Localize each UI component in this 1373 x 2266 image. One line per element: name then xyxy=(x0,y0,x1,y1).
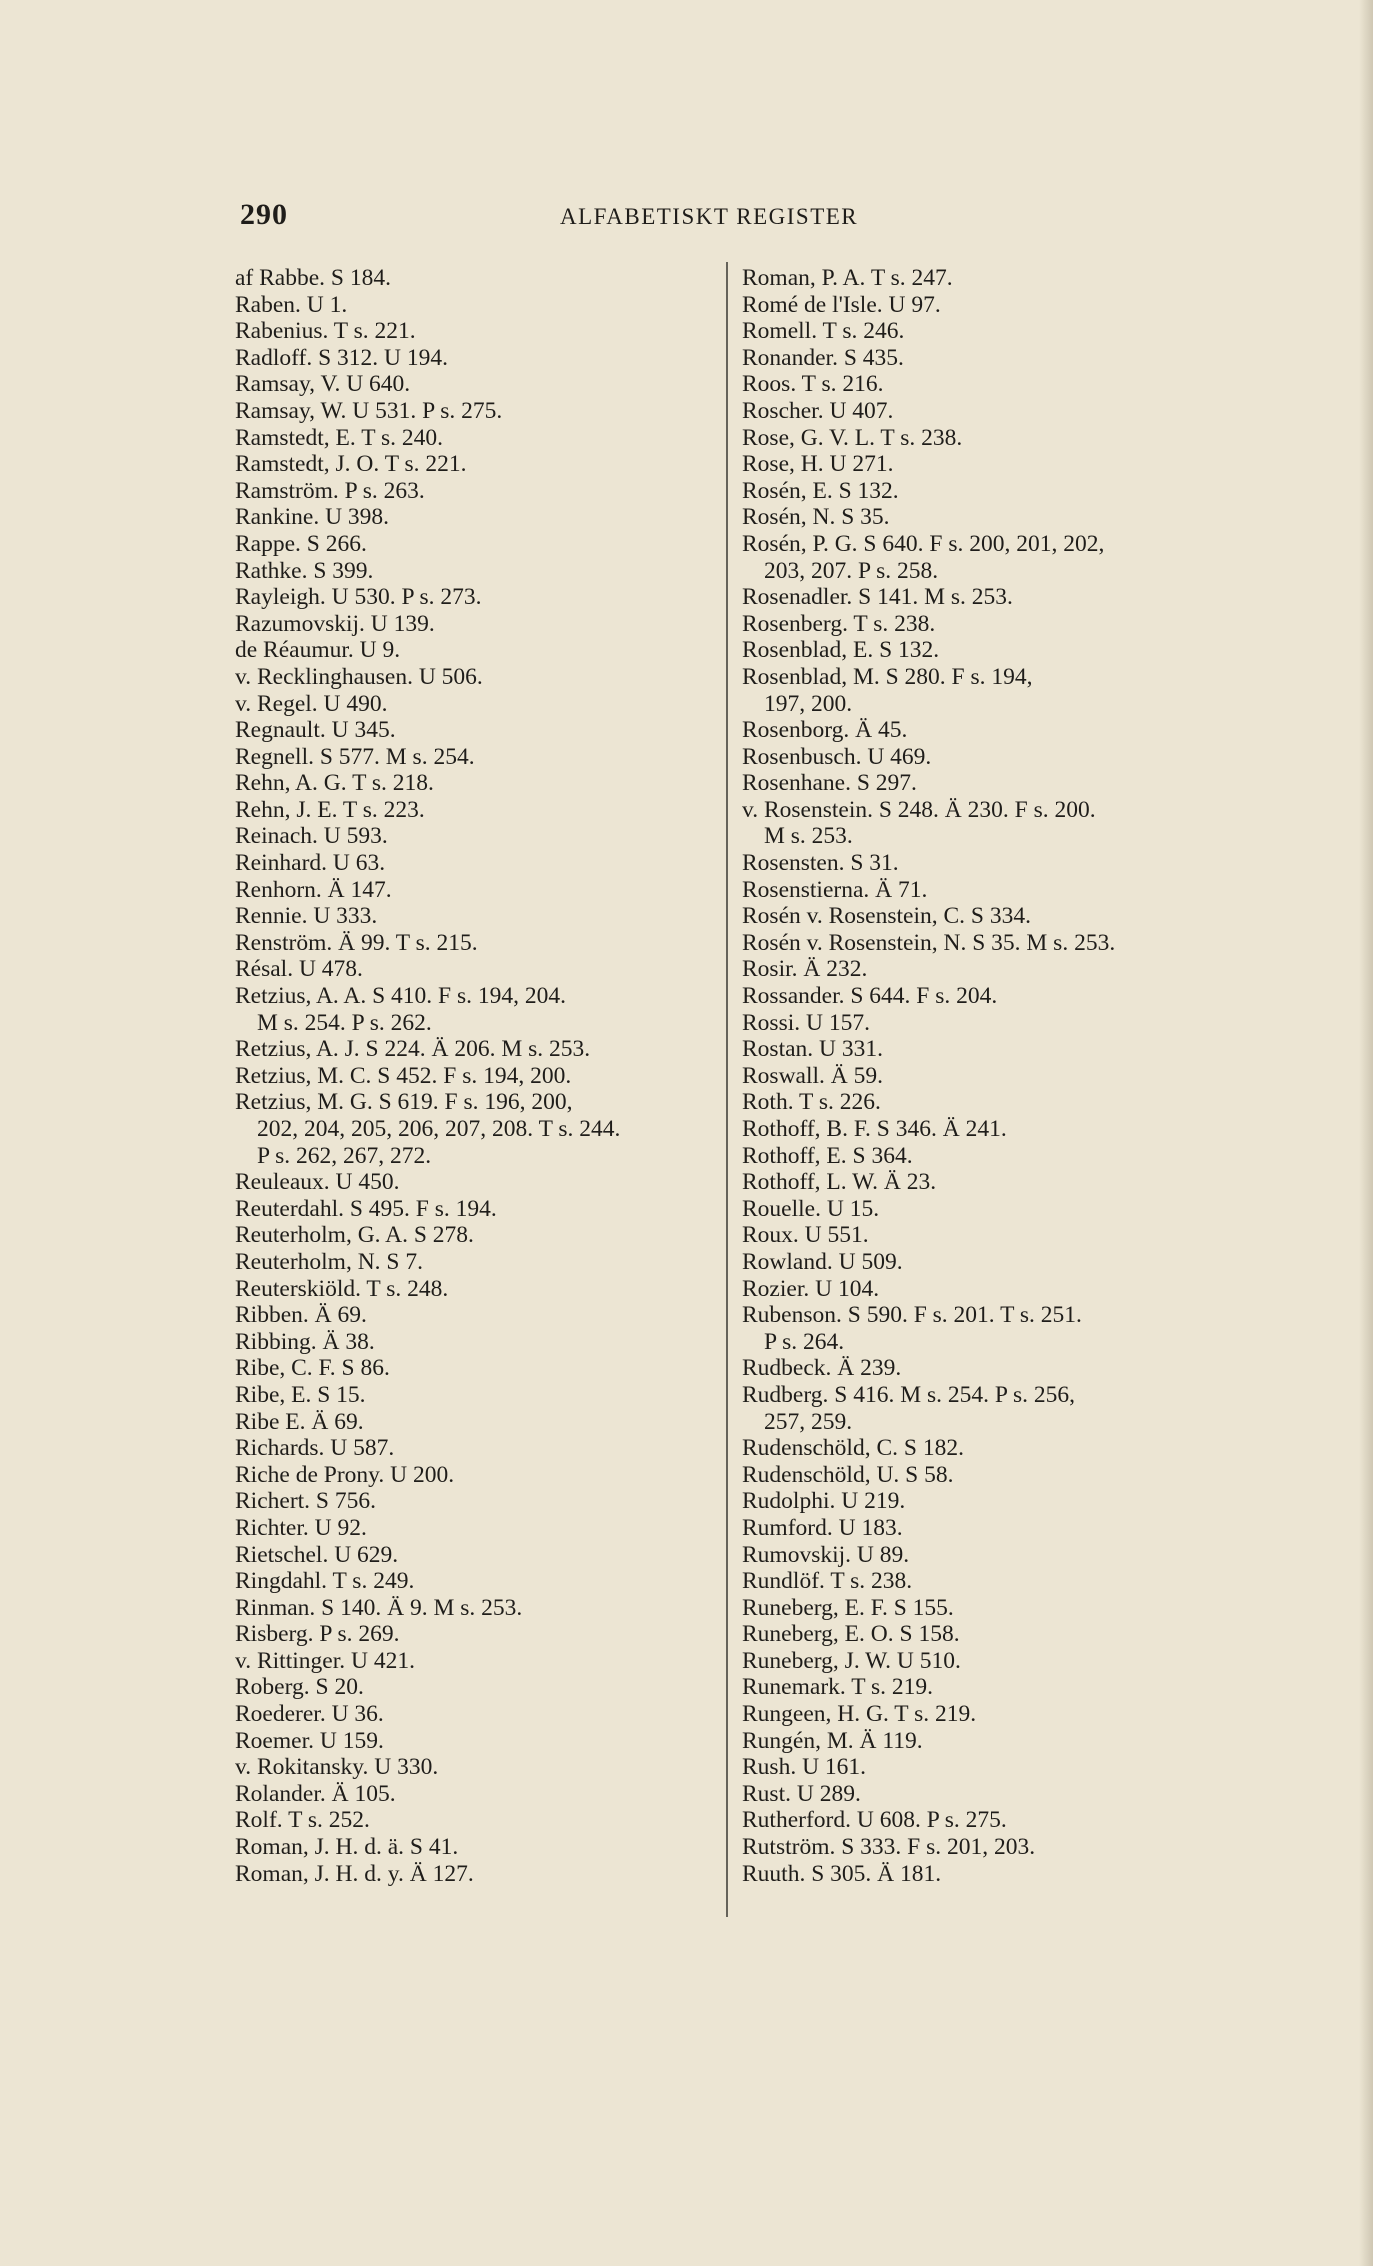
index-entry: Rungeen, H. G. T s. 219. xyxy=(742,1701,977,1728)
index-entry: Ribe E. Ä 69. xyxy=(235,1408,364,1435)
index-entry: Rosenblad, M. S 280. F s. 194, xyxy=(742,663,1033,690)
index-entry: v. Regel. U 490. xyxy=(235,690,388,717)
index-entry: v. Rittinger. U 421. xyxy=(235,1647,415,1674)
index-entry: Rossander. S 644. F s. 204. xyxy=(742,983,998,1010)
page-number: 290 xyxy=(240,198,288,231)
index-entry: Reinach. U 593. xyxy=(235,823,388,850)
index-entry: Rosenadler. S 141. M s. 253. xyxy=(742,584,1013,611)
index-entry: Runeberg, E. O. S 158. xyxy=(742,1621,960,1648)
index-entry: Rosir. Ä 232. xyxy=(742,956,868,983)
page-header xyxy=(240,198,900,238)
index-entry: Ramstedt, J. O. T s. 221. xyxy=(235,451,467,478)
index-entry: Retzius, M. G. S 619. F s. 196, 200, xyxy=(235,1089,573,1116)
index-entry: v. Recklinghausen. U 506. xyxy=(235,663,483,690)
index-entry: P s. 264. xyxy=(764,1328,845,1355)
index-entry: Rudolphi. U 219. xyxy=(742,1488,906,1515)
index-entry: Ribben. Ä 69. xyxy=(235,1302,367,1329)
index-entry: Rehn, A. G. T s. 218. xyxy=(235,770,434,797)
index-entry: Reuterskiöld. T s. 248. xyxy=(235,1275,449,1302)
index-entry: v. Rokitansky. U 330. xyxy=(235,1754,439,1781)
index-entry: Runemark. T s. 219. xyxy=(742,1674,934,1701)
index-entry: Retzius, M. C. S 452. F s. 194, 200. xyxy=(235,1062,572,1089)
index-entry: Rumford. U 183. xyxy=(742,1514,903,1541)
index-entry: 257, 259. xyxy=(764,1408,853,1435)
index-entry: Richert. S 756. xyxy=(235,1488,376,1515)
index-entry: Rosenstierna. Ä 71. xyxy=(742,876,928,903)
index-entry: Rothoff, B. F. S 346. Ä 241. xyxy=(742,1116,1007,1142)
index-entry: Rosensten. S 31. xyxy=(742,850,899,877)
page-edge-shadow xyxy=(1359,0,1373,2266)
index-entry: Radloff. S 312. U 194. xyxy=(235,344,449,371)
index-entry: Ramstedt, E. T s. 240. xyxy=(235,424,444,451)
index-entry: Runeberg, J. W. U 510. xyxy=(742,1647,961,1674)
index-entry: Regnell. S 577. M s. 254. xyxy=(235,743,475,770)
index-entry: Reuterholm, N. S 7. xyxy=(235,1248,423,1275)
index-entry: Runeberg, E. F. S 155. xyxy=(742,1594,954,1621)
index-entry: Résal. U 478. xyxy=(235,956,363,983)
index-entry: Rust. U 289. xyxy=(742,1780,861,1807)
index-entry: Rudenschöld, U. S 58. xyxy=(742,1461,954,1488)
index-entry: Rosén, E. S 132. xyxy=(742,477,899,504)
index-entry: Ringdahl. T s. 249. xyxy=(235,1568,415,1595)
index-entry: Rowland. U 509. xyxy=(742,1248,903,1275)
index-entry: Rose, H. U 271. xyxy=(742,451,894,478)
index-entry: Rubenson. S 590. F s. 201. T s. 251. xyxy=(742,1302,1082,1329)
index-entry: Raben. U 1. xyxy=(235,291,348,318)
index-entry: Rappe. S 266. xyxy=(235,530,367,557)
index-entry: M s. 253. xyxy=(764,823,853,850)
index-entry: Roman, J. H. d. ä. S 41. xyxy=(235,1834,459,1861)
index-entry: Roemer. U 159. xyxy=(235,1727,384,1754)
index-entry: Rinman. S 140. Ä 9. M s. 253. xyxy=(235,1594,523,1621)
index-entry: Rothoff, E. S 364. xyxy=(742,1142,913,1169)
index-entry: Romell. T s. 246. xyxy=(742,318,905,345)
index-entry: Richards. U 587. xyxy=(235,1435,395,1462)
index-entry: Rosén, N. S 35. xyxy=(742,504,890,531)
index-entry: Rathke. S 399. xyxy=(235,557,374,584)
index-entry: Rush. U 161. xyxy=(742,1754,867,1781)
index-entry: Rankine. U 398. xyxy=(235,504,390,531)
index-entry: Rumovskij. U 89. xyxy=(742,1541,910,1568)
index-entry: Renström. Ä 99. T s. 215. xyxy=(235,929,478,956)
index-entry: Rolander. Ä 105. xyxy=(235,1780,396,1807)
index-entry: Rosenhane. S 297. xyxy=(742,770,917,797)
index-entry: Rudberg. S 416. M s. 254. P s. 256, xyxy=(742,1381,1075,1408)
index-entry: Ramsay, V. U 640. xyxy=(235,371,411,398)
index-entry: Rolf. T s. 252. xyxy=(235,1807,370,1834)
running-title: ALFABETISKT REGISTER xyxy=(560,204,859,229)
index-entry: Regnault. U 345. xyxy=(235,717,396,744)
index-entry: Rouelle. U 15. xyxy=(742,1195,880,1222)
index-entry: Rudbeck. Ä 239. xyxy=(742,1355,902,1382)
index-entry: Ramsay, W. U 531. P s. 275. xyxy=(235,397,503,424)
index-entry: Rosenblad, E. S 132. xyxy=(742,637,940,664)
index-entry: Razumovskij. U 139. xyxy=(235,610,435,637)
index-entry: Rosén v. Rosenstein, N. S 35. M s. 253. xyxy=(742,929,1116,956)
index-entry: Rosén, P. G. S 640. F s. 200, 201, 202, xyxy=(742,530,1105,557)
index-entry: Richter. U 92. xyxy=(235,1514,367,1541)
index-entry: M s. 254. P s. 262. xyxy=(257,1009,432,1036)
index-entry: Rennie. U 333. xyxy=(235,903,378,930)
index-entry: 202, 204, 205, 206, 207, 208. T s. 244. xyxy=(257,1116,621,1142)
index-entry: P s. 262, 267, 272. xyxy=(257,1142,432,1169)
index-entry: Renhorn. Ä 147. xyxy=(235,876,392,903)
index-entry: Ronander. S 435. xyxy=(742,344,904,371)
index-entry: Roos. T s. 216. xyxy=(742,371,884,398)
index-entry: Reinhard. U 63. xyxy=(235,850,386,877)
index-entry: Ribe, E. S 15. xyxy=(235,1381,366,1408)
index-entry: Reuterholm, G. A. S 278. xyxy=(235,1222,474,1249)
index-entry: Reuterdahl. S 495. F s. 194. xyxy=(235,1195,497,1222)
index-entry: Roth. T s. 226. xyxy=(742,1089,881,1116)
index-entry: Rehn, J. E. T s. 223. xyxy=(235,796,425,823)
index-entry: Rayleigh. U 530. P s. 273. xyxy=(235,584,482,611)
index-entry: Romé de l'Isle. U 97. xyxy=(742,291,941,318)
index-entry: 197, 200. xyxy=(764,690,853,717)
index-entry: Rothoff, L. W. Ä 23. xyxy=(742,1169,937,1196)
index-entry: Rosenberg. T s. 238. xyxy=(742,610,936,637)
index-entry: Reuleaux. U 450. xyxy=(235,1169,400,1196)
index-entry: Roswall. Ä 59. xyxy=(742,1062,883,1089)
index-entry: Riche de Prony. U 200. xyxy=(235,1461,455,1488)
index-entry: Roberg. S 20. xyxy=(235,1674,364,1701)
index-entry: de Réaumur. U 9. xyxy=(235,637,401,664)
index-entry: Roman, J. H. d. y. Ä 127. xyxy=(235,1860,474,1887)
index-entry: Ramström. P s. 263. xyxy=(235,477,425,504)
index-entry: Rose, G. V. L. T s. 238. xyxy=(742,424,963,451)
index-entry: Rossi. U 157. xyxy=(742,1009,870,1036)
index-entry: Rudenschöld, C. S 182. xyxy=(742,1435,964,1462)
index-entry: Roederer. U 36. xyxy=(235,1701,384,1728)
index-entry: Rozier. U 104. xyxy=(742,1275,880,1302)
index-entry: Retzius, A. A. S 410. F s. 194, 204. xyxy=(235,983,566,1010)
index-column-left xyxy=(235,265,755,1887)
index-column-right xyxy=(742,265,1262,1887)
index-entry: Roux. U 551. xyxy=(742,1222,869,1249)
index-entry: v. Rosenstein. S 248. Ä 230. F s. 200. xyxy=(742,796,1096,823)
index-entry: Rutström. S 333. F s. 201, 203. xyxy=(742,1834,1036,1861)
index-entry: Risberg. P s. 269. xyxy=(235,1621,400,1648)
index-entry: Rabenius. T s. 221. xyxy=(235,318,416,345)
index-entry: Roscher. U 407. xyxy=(742,397,894,424)
index-entry: Ribbing. Ä 38. xyxy=(235,1328,375,1355)
index-entry: 203, 207. P s. 258. xyxy=(764,557,939,584)
index-entry: af Rabbe. S 184. xyxy=(235,265,391,291)
index-entry: Rutherford. U 608. P s. 275. xyxy=(742,1807,1007,1834)
index-entry: Rosenbusch. U 469. xyxy=(742,743,932,770)
index-entry: Ribe, C. F. S 86. xyxy=(235,1355,390,1382)
index-entry: Rostan. U 331. xyxy=(742,1036,883,1063)
index-entry: Rietschel. U 629. xyxy=(235,1541,399,1568)
index-entry: Rundlöf. T s. 238. xyxy=(742,1568,913,1595)
index-entry: Ruuth. S 305. Ä 181. xyxy=(742,1860,942,1887)
index-entry: Roman, P. A. T s. 247. xyxy=(742,265,953,291)
index-entry: Rosenborg. Ä 45. xyxy=(742,717,908,744)
index-entry: Retzius, A. J. S 224. Ä 206. M s. 253. xyxy=(235,1036,591,1063)
index-entry: Rungén, M. Ä 119. xyxy=(742,1727,923,1754)
index-entry: Rosén v. Rosenstein, C. S 334. xyxy=(742,903,1031,930)
column-divider xyxy=(726,262,728,1917)
